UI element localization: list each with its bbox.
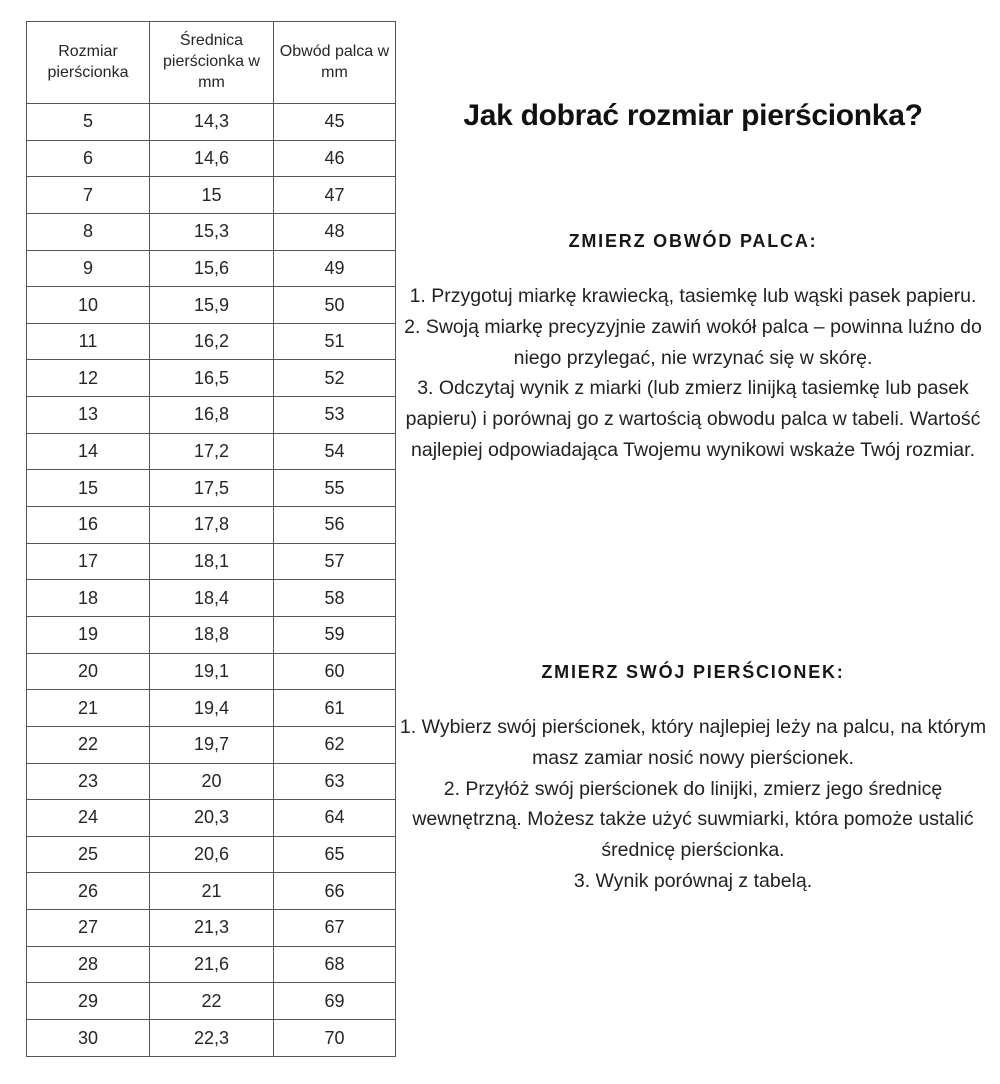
table-cell: 55 (274, 470, 396, 507)
table-row (27, 836, 396, 873)
table-cell: 49 (274, 250, 396, 287)
table-cell: 20 (27, 653, 150, 690)
table-body (27, 104, 396, 1057)
table-row (27, 507, 396, 544)
table-row (27, 543, 396, 580)
table-cell: 50 (274, 287, 396, 324)
table-cell: 19,4 (150, 690, 274, 727)
table-cell: 29 (27, 983, 150, 1020)
table-cell: 22,3 (150, 1020, 274, 1057)
table-cell: 16,8 (150, 397, 274, 434)
table-cell: 20,6 (150, 836, 274, 873)
table-cell: 58 (274, 580, 396, 617)
table-row (27, 1020, 396, 1057)
step-item: 1. Wybierz swój pierścionek, który najlepiej leży na palcu, na którym masz zamiar nosić nowy pierścionek. (399, 716, 987, 769)
table-cell: 18 (27, 580, 150, 617)
table-row (27, 323, 396, 360)
table-cell: 10 (27, 287, 150, 324)
table-cell: 21 (27, 690, 150, 727)
table-cell: 17,5 (150, 470, 274, 507)
table-cell: 59 (274, 616, 396, 653)
table-cell: 18,4 (150, 580, 274, 617)
table-cell: 70 (274, 1020, 396, 1057)
table-cell: 15 (27, 470, 150, 507)
table-cell: 64 (274, 800, 396, 837)
table-cell: 28 (27, 946, 150, 983)
table-cell: 25 (27, 836, 150, 873)
table-cell: 15,6 (150, 250, 274, 287)
table-row (27, 873, 396, 910)
table-cell: 14,6 (150, 140, 274, 177)
table-row (27, 983, 396, 1020)
step-item: 3. Wynik porównaj z tabelą. (573, 869, 813, 892)
table-cell: 6 (27, 140, 150, 177)
table-row (27, 910, 396, 947)
header-rozmiar: Rozmiar pierścionka (27, 22, 150, 104)
table-cell: 19 (27, 616, 150, 653)
table-cell: 45 (274, 104, 396, 141)
table-cell: 67 (274, 910, 396, 947)
table-cell: 61 (274, 690, 396, 727)
table-header-row (27, 22, 396, 104)
table-row (27, 287, 396, 324)
table-cell: 15,9 (150, 287, 274, 324)
table-cell: 52 (274, 360, 396, 397)
table-cell: 21 (150, 873, 274, 910)
table-row (27, 360, 396, 397)
table-header (27, 22, 396, 104)
header-obwod: Obwód palca w mm (274, 22, 396, 104)
table-row (27, 580, 396, 617)
section-heading-zmierz-obwod-palca: ZMIERZ OBWÓD PALCA: (568, 231, 818, 251)
table-cell: 48 (274, 213, 396, 250)
table-cell: 14 (27, 433, 150, 470)
table-row (27, 616, 396, 653)
table-cell: 17 (27, 543, 150, 580)
table-cell: 27 (27, 910, 150, 947)
table-cell: 12 (27, 360, 150, 397)
table-row (27, 140, 396, 177)
ring-size-table (26, 21, 396, 1057)
table-cell: 69 (274, 983, 396, 1020)
table-cell: 65 (274, 836, 396, 873)
table-row (27, 653, 396, 690)
table-row (27, 800, 396, 837)
table-cell: 14,3 (150, 104, 274, 141)
table-row (27, 177, 396, 214)
table-cell: 21,3 (150, 910, 274, 947)
table-cell: 7 (27, 177, 150, 214)
step-item: 2. Swoją miarkę precyzyjnie zawiń wokół palca – powinna luźno do niego przylegać, nie wrzynać się w skórę. (404, 315, 982, 369)
table-cell: 21,6 (150, 946, 274, 983)
steps-swoj-pierscionek (398, 712, 988, 897)
table-row (27, 250, 396, 287)
table-cell: 30 (27, 1020, 150, 1057)
table-row (27, 690, 396, 727)
table-cell: 15,3 (150, 213, 274, 250)
table-cell: 66 (274, 873, 396, 910)
table-cell: 54 (274, 433, 396, 470)
table-cell: 68 (274, 946, 396, 983)
table-row (27, 946, 396, 983)
table-row (27, 726, 396, 763)
ring-size-table-container (26, 21, 396, 1057)
table-row (27, 470, 396, 507)
table-cell: 17,2 (150, 433, 274, 470)
table-cell: 24 (27, 800, 150, 837)
table-row (27, 433, 396, 470)
steps-obwod-palca (398, 281, 988, 466)
step-item: 1. Przygotuj miarkę krawiecką, tasiemkę lub wąski pasek papieru. (409, 285, 977, 307)
table-cell: 16 (27, 507, 150, 544)
table-cell: 11 (27, 323, 150, 360)
section-heading-zmierz-swoj-pierscionek: ZMIERZ SWÓJ PIERŚCIONEK: (541, 662, 845, 682)
table-cell: 20,3 (150, 800, 274, 837)
table-cell: 22 (150, 983, 274, 1020)
page-title: Jak dobrać rozmiar pierścionka? (463, 99, 923, 132)
table-row (27, 104, 396, 141)
table-cell: 22 (27, 726, 150, 763)
table-cell: 51 (274, 323, 396, 360)
table-cell: 19,7 (150, 726, 274, 763)
header-srednica: Średnica pierścionka w mm (150, 22, 274, 104)
table-cell: 20 (150, 763, 274, 800)
step-item: 3. Odczytaj wynik z miarki (lub zmierz linijką tasiemkę lub pasek papieru) i porównaj go z wartością obwodu palca w tabeli. Wartość najlepiej odpowiadająca Twojemu wynikowi wskaże Twój rozmiar. (405, 377, 981, 461)
table-cell: 13 (27, 397, 150, 434)
table-row (27, 763, 396, 800)
table-cell: 19,1 (150, 653, 274, 690)
table-cell: 9 (27, 250, 150, 287)
table-cell: 63 (274, 763, 396, 800)
table-cell: 18,8 (150, 616, 274, 653)
table-row (27, 213, 396, 250)
table-cell: 46 (274, 140, 396, 177)
table-cell: 53 (274, 397, 396, 434)
table-cell: 18,1 (150, 543, 274, 580)
table-cell: 8 (27, 213, 150, 250)
table-cell: 5 (27, 104, 150, 141)
table-cell: 15 (150, 177, 274, 214)
table-cell: 23 (27, 763, 150, 800)
table-cell: 60 (274, 653, 396, 690)
table-cell: 17,8 (150, 507, 274, 544)
table-cell: 62 (274, 726, 396, 763)
table-cell: 57 (274, 543, 396, 580)
table-cell: 47 (274, 177, 396, 214)
table-cell: 26 (27, 873, 150, 910)
table-cell: 56 (274, 507, 396, 544)
table-row (27, 397, 396, 434)
table-cell: 16,2 (150, 323, 274, 360)
table-cell: 16,5 (150, 360, 274, 397)
step-item: 2. Przyłóż swój pierścionek do linijki, zmierz jego średnicę wewnętrzną. Możesz także użyć suwmiarki, która pomoże ustalić średnicę pierścionka. (412, 777, 974, 862)
